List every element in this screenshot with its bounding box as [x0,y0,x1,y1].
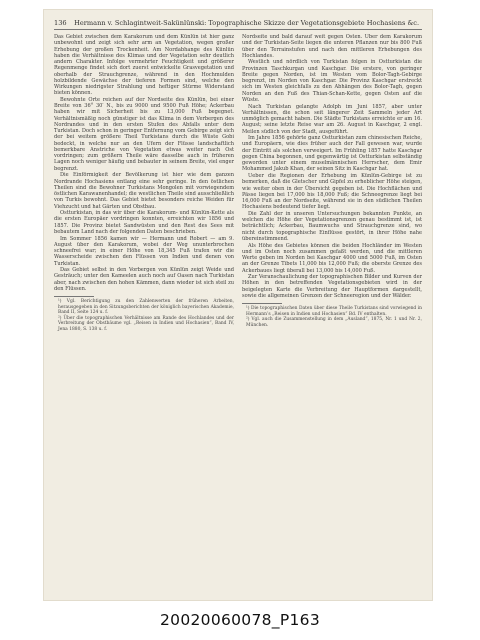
paragraph: Bewohnte Orte reichen auf der Nordseite des Künlün, bei einer Breite von 36° 30′ N., bis zu 9000 und 9500 Fuß Höhe; Ackerbau haben wir mit Sicherheit bis zu 13,000 Fuß begegnet. Verhältnismäßig noch günstiger ist das Klima in dem Verbergen des Nordrandes und in den ersten Stufen des Abfalls unter dem Turkistan. Doch schon in geringer Entfernung vom Gebirge zeigt sich der bei weitem größere Theil Turkistans durch die Wüste Gobi bedeckt, in welche nur an den Ufern der Flüsse landschaftlich bemerkbare Anstriche von Vegetation etwas weiter nach Ost vordringen; zum größern Theile wäre dasselbe auch in früheren Lagen noch weniger häufig und bebauter in seinem Breite, viel enger begrenzt. [54,96,234,172]
footnote-rule [242,303,282,304]
paragraph: Nach Turkistan gelangte Adolph im Juni 1857, aber unter Verhältnissen, die schon seit längerer Zeit Sammeln jeder Art unmöglich gemacht haben. Die Städte Turkistans erreichte er am 16. August; seine letzte Reise war am 26. August in Kaschgar, 2 engl. Meilen südlich von der Stadt, ausgeführt. [242,103,422,135]
footnote: ¹) Die topographischen Daten über diese Theile Turkistans sind vorwiegend in Hermann’s „Reisen in Indien und Hochasien“ Bd. IV enthalten. [246,306,422,317]
book-page [44,10,432,600]
paragraph: Im Sommer 1856 kamen wir — Hermann und Robert — am 9. August über den Karakorum, wobei der Weg ununterbrochen schneefrei war; in einer Höhe von 18,345 Fuß trafen wir die Wasserscheide zwischen den Flüssen von Indien und denen von Turkistan. [54,235,234,267]
paragraph: Im Jahre 1856 gehörte ganz Ostturkistan zum chinesischen Reiche, und Europäern, wie dies früher auch der Fall gewesen war, wurde der Eintritt als solchen verweigert. Im Frühling 1857 hatte Kaschgar gegen China begonnen, und gegenwärtig ist Ostturkistan selbständig geworden unter einem muselmännischen Herrscher, dem Emir Mohammed Jakub Khan, der seinen Sitz in Kaschgar hat. [242,135,422,173]
paragraph: Zur Veranschaulichung der topographischen Bilder und Kurven der Höhen in den betreffenden Vegetationsgebieten wird in der beigelegten Karte die Verbreitung der Hauptformen dargestellt, sowie die allgemeinen Grenzen der Schneeregion und der Wälder. [242,274,422,299]
left-column [54,34,234,589]
footnote: ²) Vgl. auch die Zusammenstellung in dem „Ausland“, 1875, Nr. 1 und Nr. 2, München. [246,317,422,328]
page-number: 136 [54,19,67,27]
paragraph: Das Gebiet zwischen dem Karakorum und dem Künlün ist hier ganz unbewohnt und zeigt sich sehr arm an Vegetation, wegen großer Erhebung der großen Trockenheit. Am Nordabhange des Künlün haben die Verhältnisse des Klimas und der Vegetation sehr deutlich andern Charakter. Infolge vermehrter Feuchtigkeit und größerer Regenmenge findet sich dort zuerst entwickelte Grasvegetation und oberhalb der Strauchgrenze, während in den Hochmulden holzbildende Gewächse der tieferen Formen sind, welche den Wirkungen niedrigster Strahlung und heftiger Stürme Widerstand bieten können. [54,34,234,97]
paragraph: Nordseite und bald darauf weit gegen Osten. Über dem Karakorum und der Turkistan-Seite liegen die unteren Pflanzen nur bis 800 Fuß über den Terrainstufen und nach den mittleren Erhebungen des Hochlandes. [242,34,422,59]
paragraph: Die Einförmigkeit der Bevölkerung ist hier wie dem ganzen Nordrande Hochasiens entlang eine sehr geringe. In den östlichen Theilen sind die Bewohner Turkistans Mongolen mit vorwiegendem östlichen Karawanenhandel; die westlichen Theile sind ausschließlich von Turkis bewohnt. Das Gebiet bietet besonders reiche Weiden für Viehzucht und hat Gärten und Obstbau. [54,172,234,210]
paragraph: Als Höhe des Gebietes können die beiden Hochländer im Westen und im Osten noch zusammen gefaßt werden, und die mittleren Werte geben im Norden bei Kaschgar 4000 und 5000 Fuß, im Osten an der Grenze Tibets 11,000 bis 12,000 Fuß; die oberste Grenze des Ackerbaues liegt überall bei 13,000 bis 14,000 Fuß. [242,242,422,274]
right-column [242,34,422,589]
running-header [54,17,422,30]
footnote: ²) Über die topographischen Verhältnisse am Rande des Hochlandes und der Verbreitung der Obstbäume vgl. „Reisen in Indien und Hochasien“, Band IV, Jena 1880, S. 138 u. f. [58,315,234,332]
paragraph: Das Gebiet selbst in den Vorbergen von Künlün zeigt Weide und Gesträuch; unter den Kameelen auch noch auf Oasen nach Turkistan aber, nach zwischen den hohen Kämmen, dann wieder ist sich steil zu den Flüssen. [54,267,234,292]
footnote: ¹) Vgl. Berichtigung zu den Zahlenwerten der früheren Arbeiten, herausgegeben in den Sitzungsberichten der königlich bayerischen Akademie, Band II, Seite 124 u. f. [58,299,234,316]
paragraph: Westlich und nördlich von Turkistan folgen in Ostturkistan die Provinzen Taschkurgan und Kaschgar. Die erstere, von geringer Breite gegen Norden, ist im Westen vom Bolor-Tagh-Gebirge begrenzt, im Norden von Kaschgar. Die Provinz Kaschgar erstreckt sich im Westen gleichfalls zu den Abhängen des Bolor-Tagh, gegen Norden an den Fuß des Thian-Schan-Kette, gegen Osten auf die Wüste. [242,59,422,103]
image-caption-id: 20020060078_P163 [160,611,320,629]
paragraph: Ueber die Regionen der Erhebung im Künlün-Gebirge ist zu bemerken, daß die Gletscher und Gipfel zu erheblicher Höhe steigen, wie weiter oben in der Übersicht gegeben ist. Die Hochflächen und Pässe liegen bei 17,000 bis 18,000 Fuß; die Schneegrenze liegt bei 16,000 Fuß an der Nordseite, während sie in den südlichen Theilen Hochasiens bedeutend tiefer liegt. [242,173,422,211]
footnote-rule [54,296,94,297]
paragraph: Die Zahl der in unseren Untersuchungen bekannten Punkte, an welchen die Höhe der Vegetationsgrenzen genau bestimmt ist, ist beträchtlich; Ackerbau, Baumwuchs und Strauchgrenze sind, wo nicht durch topographische Einflüsse gestört, in ihrer Höhe nahe übereinstimmend. [242,210,422,242]
running-head-title: Hermann v. Schlagintweit-Sakünlünski: Topographische Skizze der Vegetationsgebiete Hochasiens &c. [74,19,420,27]
paragraph: Ostturkistan, in das wir über die Karakorum- und Künlün-Kette als die ersten Europäer vordringen konnten, erreichten wir 1856 und 1857. Die Provinz bietet Sandwüsten und den Rest des Sees mit bebautem Land nach der folgenden Daten beschrieben. [54,210,234,235]
